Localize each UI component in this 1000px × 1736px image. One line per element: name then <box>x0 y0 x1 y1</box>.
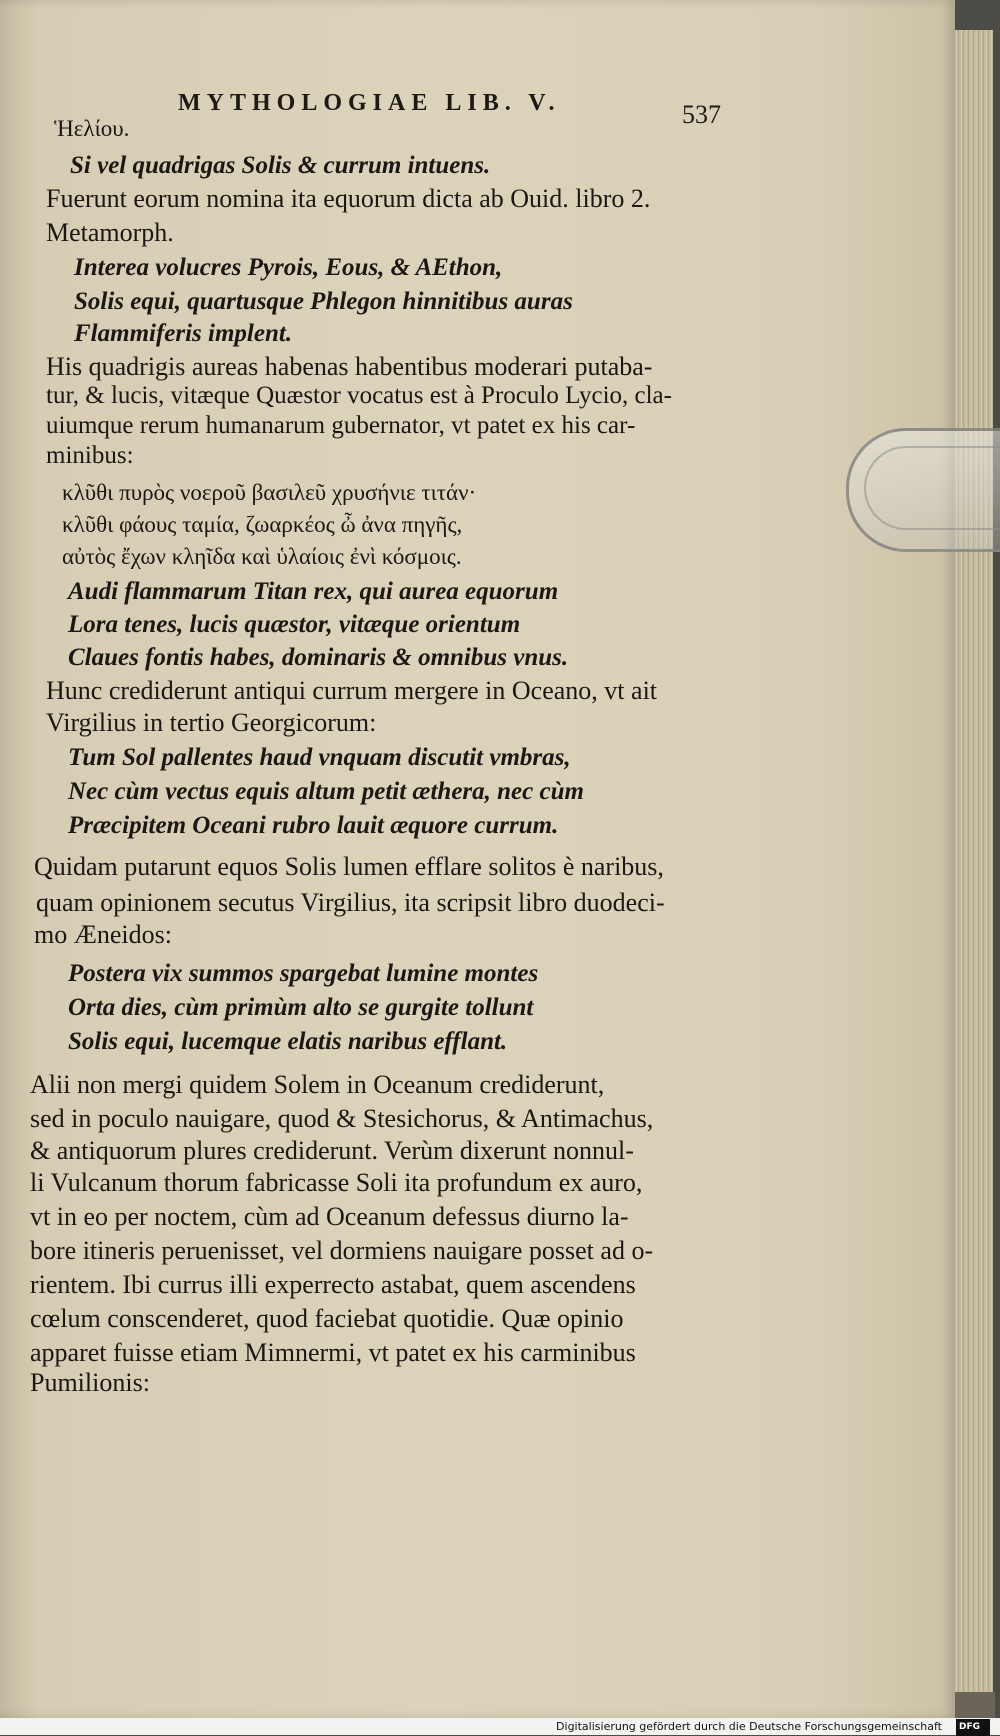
greek-line: αὐτὸς ἔχων κληῖδα καὶ ὑλαίοις ἐνὶ κόσμοις. <box>62 544 462 569</box>
verse-line: Præcipitem Oceani rubro lauit æquore currum. <box>68 812 559 839</box>
verse-line: Flammiferis implent. <box>74 320 293 347</box>
text-line: uiumque rerum humanarum gubernator, vt patet ex his car- <box>46 412 636 439</box>
greek-line: κλῦθι πυρὸς νοεροῦ βασιλεῦ χρυσήνιε τιτάν· <box>62 480 477 505</box>
text-line: Ἡελίου. <box>54 116 130 141</box>
verse-line: Interea volucres Pyrois, Eous, & AEthon, <box>74 254 503 281</box>
verse-line: Postera vix summos spargebat lumine montes <box>68 960 539 987</box>
footer-credit: Digitalisierung gefördert durch die Deutsche Forschungsgemeinschaft <box>556 1720 942 1733</box>
verse-line: Si vel quadrigas Solis & currum intuens. <box>70 152 491 179</box>
verse-line: Orta dies, cùm primùm alto se gurgite tollunt <box>68 994 534 1021</box>
text-line: tur, & lucis, vitæque Quæstor vocatus est à Proculo Lycio, cla- <box>46 382 672 409</box>
verse-line: Lora tenes, lucis quæstor, vitæque orientum <box>68 611 521 638</box>
text-line: Fuerunt eorum nomina ita equorum dicta ab Ouid. libro 2. <box>46 184 651 213</box>
text-line: Hunc crediderunt antiqui currum mergere in Oceano, vt ait <box>46 676 658 705</box>
text-line: Pumilionis: <box>30 1368 150 1397</box>
text-line: Quidam putarunt equos Solis lumen efflare solitos è naribus, <box>34 852 664 881</box>
running-title: MYTHOLOGIAE LIB. V. <box>178 90 561 116</box>
verse-line: Audi flammarum Titan rex, qui aurea equorum <box>68 578 559 605</box>
text-line: apparet fuisse etiam Mimnermi, vt patet ex his carminibus <box>30 1338 636 1367</box>
verse-line: Tum Sol pallentes haud vnquam discutit vmbras, <box>68 744 571 771</box>
verse-line: Solis equi, lucemque elatis naribus efflant. <box>68 1028 508 1055</box>
text-line: Virgilius in tertio Georgicorum: <box>46 708 377 737</box>
verse-line: Nec cùm vectus equis altum petit æthera, nec cùm <box>68 778 584 805</box>
text-line: bore itineris peruenisset, vel dormiens nauigare posset ad o- <box>30 1236 654 1265</box>
verse-line: Solis equi, quartusque Phlegon hinnitibus auras <box>74 288 573 315</box>
greek-line: κλῦθι φάους ταμία, ζωαρκέος ὦ ἀνα πηγῆς, <box>62 512 463 537</box>
text-line: His quadrigis aureas habenas habentibus moderari putaba- <box>46 352 653 381</box>
digitization-footer <box>0 1718 1000 1735</box>
verse-line: Claues fontis habes, dominaris & omnibus vnus. <box>68 644 569 671</box>
text-line: quam opinionem secutus Virgilius, ita scripsit libro duodeci- <box>36 888 665 917</box>
dfg-logo: DFG <box>956 1719 990 1736</box>
text-line: cœlum conscenderet, quod faciebat quotidie. Quæ opinio <box>30 1304 624 1333</box>
page-edges <box>955 30 993 1692</box>
text-line: rientem. Ibi currus illi experrecto astabat, quem ascendens <box>30 1270 636 1299</box>
page-clip-inner <box>864 446 1000 530</box>
text-line: li Vulcanum thorum fabricasse Soli ita profundum ex auro, <box>30 1168 643 1197</box>
page-number: 537 <box>682 100 721 129</box>
book-bottom-edge <box>955 1692 995 1718</box>
text-line: sed in poculo nauigare, quod & Stesichorus, & Antimachus, <box>30 1104 654 1133</box>
text-line: vt in eo per noctem, cùm ad Oceanum defessus diurno la- <box>30 1202 629 1231</box>
text-line: Metamorph. <box>46 218 174 247</box>
text-line: mo Æneidos: <box>34 920 172 949</box>
text-line: & antiquorum plures crediderunt. Verùm dixerunt nonnul- <box>30 1136 634 1165</box>
text-line: minibus: <box>46 442 134 469</box>
text-line: Alii non mergi quidem Solem in Oceanum crediderunt, <box>30 1070 605 1099</box>
